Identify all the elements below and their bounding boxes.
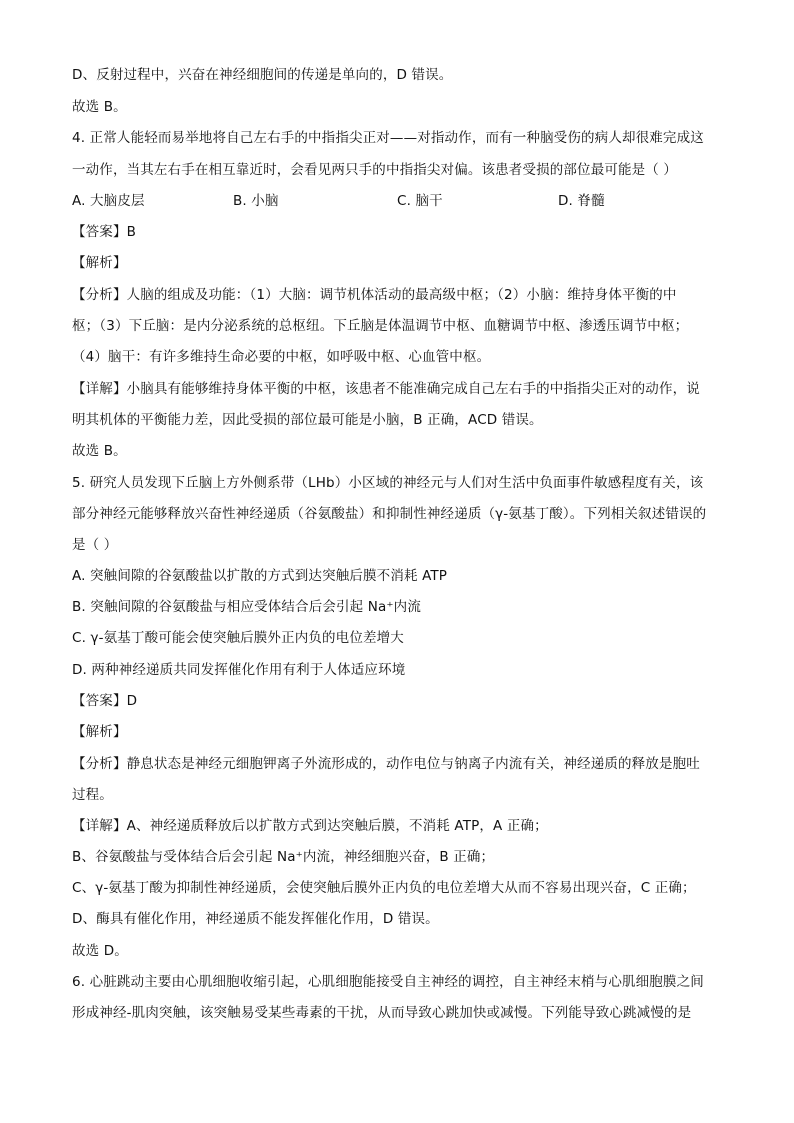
text-line: 故选 B。	[72, 443, 127, 459]
option-a: A. 突触间隙的谷氨酸盐以扩散的方式到达突触后膜不消耗 ATP	[72, 568, 448, 584]
text-line: D、酶具有催化作用，神经递质不能发挥催化作用，D 错误。	[72, 911, 439, 927]
question-5-stem: 是（ ）	[72, 537, 118, 553]
option-d: D. 两种神经递质共同发挥催化作用有利于人体适应环境	[72, 662, 406, 678]
option-d: D. 脊髓	[558, 193, 605, 209]
answer-label: 【答案】B	[72, 224, 137, 240]
question-5-stem: 5. 研究人员发现下丘脑上方外侧系带（LHb）小区域的神经元与人们对生活中负面事件敏感程度有关，该	[72, 475, 704, 491]
question-5-stem: 部分神经元能够释放兴奋性神经递质（谷氨酸盐）和抑制性神经递质（γ-氨基丁酸）。下列相关叙述错误的	[72, 506, 707, 522]
question-6-stem: 形成神经-肌肉突触，该突触易受某些毒素的干扰，从而导致心跳加快或减慢。下列能导致心跳减慢的是	[72, 1005, 692, 1021]
question-4-stem: 一动作，当其左右手在相互靠近时，会看见两只手的中指指尖对偏。该患者受损的部位最可能是（ ）	[72, 162, 678, 178]
question-6-stem: 6. 心脏跳动主要由心肌细胞收缩引起，心肌细胞能接受自主神经的调控，自主神经末梢与心肌细胞膜之间	[72, 974, 704, 990]
option-a: A. 大脑皮层	[72, 193, 145, 209]
option-b: B. 突触间隙的谷氨酸盐与相应受体结合后会引起 Na⁺内流	[72, 599, 421, 615]
text-line: （4）脑干：有许多维持生命必要的中枢，如呼吸中枢、心血管中枢。	[72, 349, 491, 365]
text-line: 【分析】静息状态是神经元细胞钾离子外流形成的，动作电位与钠离子内流有关，神经递质的释放是胞吐	[72, 756, 700, 772]
text-line: 【详解】小脑具有能够维持身体平衡的中枢，该患者不能准确完成自己左右手的中指指尖正对的动作，说	[72, 381, 700, 397]
text-line: D、反射过程中，兴奋在神经细胞间的传递是单向的，D 错误。	[72, 67, 453, 83]
answer-label: 【答案】D	[72, 693, 138, 709]
option-c: C. γ-氨基丁酸可能会使突触后膜外正内负的电位差增大	[72, 630, 404, 646]
text-line: C、γ-氨基丁酸为抑制性神经递质，会使突触后膜外正内负的电位差增大从而不容易出现兴奋，C 正确；	[72, 880, 696, 896]
text-line: 枢；（3）下丘脑：是内分泌系统的总枢纽。下丘脑是体温调节中枢、血糖调节中枢、渗透压调节中枢；	[72, 318, 689, 334]
question-4-stem: 4. 正常人能轻而易举地将自己左右手的中指指尖正对——对指动作，而有一种脑受伤的病人却很难完成这	[72, 130, 704, 146]
text-line: 故选 B。	[72, 99, 127, 115]
text-line: 明其机体的平衡能力差，因此受损的部位最可能是小脑，B 正确，ACD 错误。	[72, 412, 543, 428]
analysis-label: 【解析】	[72, 724, 127, 740]
option-c: C. 脑干	[397, 193, 443, 209]
text-line: 【分析】人脑的组成及功能：（1）大脑：调节机体活动的最高级中枢；（2）小脑：维持身体平衡的中	[72, 287, 677, 303]
text-line: B、谷氨酸盐与受体结合后会引起 Na⁺内流，神经细胞兴奋，B 正确；	[72, 849, 495, 865]
text-line: 过程。	[72, 787, 113, 803]
text-line: 【详解】A、神经递质释放后以扩散方式到达突触后膜，不消耗 ATP，A 正确；	[72, 818, 548, 834]
analysis-label: 【解析】	[72, 255, 127, 271]
option-b: B. 小脑	[233, 193, 279, 209]
text-line: 故选 D。	[72, 943, 128, 959]
